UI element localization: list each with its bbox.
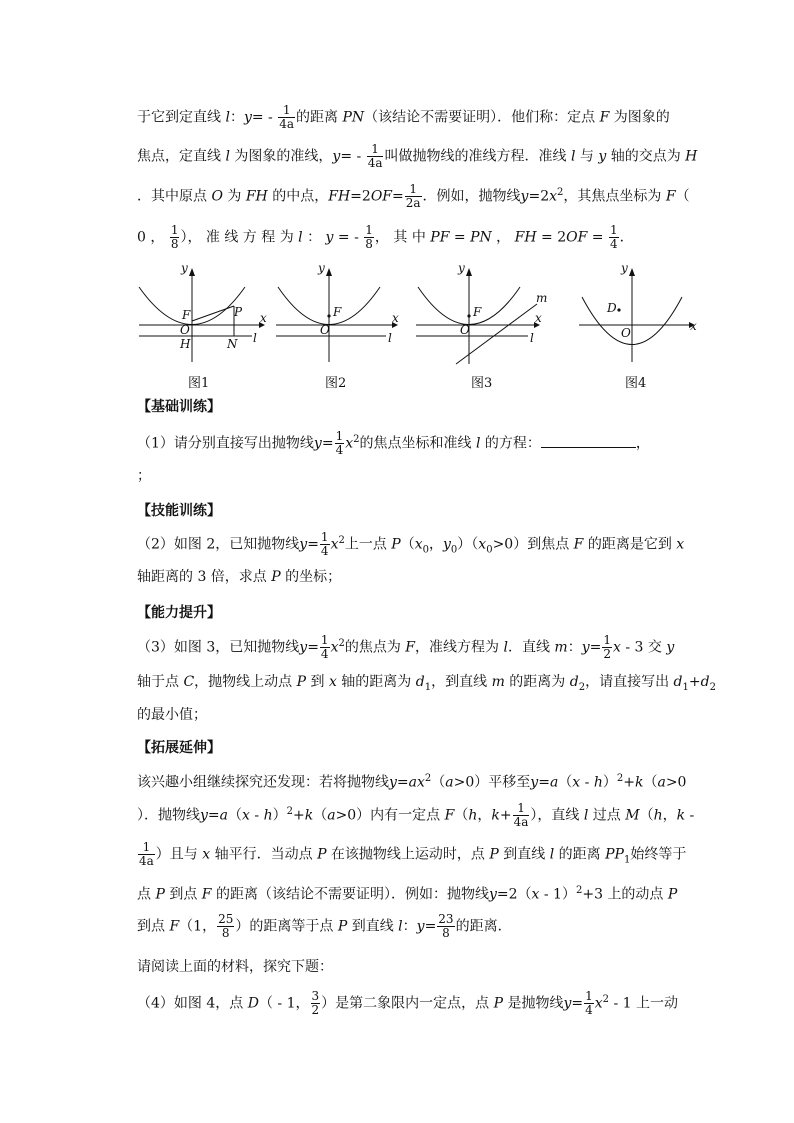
fig4-caption: 图4: [625, 376, 647, 391]
figure-2: [274, 262, 404, 367]
fig1-O-label: O: [180, 323, 190, 337]
figure-4: [577, 262, 707, 367]
section-ability: 【能力提升】: [137, 605, 221, 621]
para-line-1: 于它到定直线 l：y= - $\frac{1}{4a}$ 的距离 PN（该结论不需要证明）．他们称：定点 F 为图象的: [137, 103, 670, 131]
fig3-l-label: l: [530, 331, 534, 345]
ext-line-1: 该兴趣小组继续探究还发现：若将抛物线$y=ax^2(a>0)$平移至y=a（x - h）$^2$+k（a>0: [137, 773, 687, 791]
section-extend: 【拓展延伸】: [137, 740, 221, 756]
fraction: $\frac{23}{8}$: [438, 912, 454, 940]
q1-line-1: （1）请分别直接写出抛物线y= $\frac{1}{4}$ $x^2$的焦点坐标和准线 l 的方程： ，: [137, 429, 650, 457]
para-line-2: 焦点，定直线 l 为图象的准线，y= - $\frac{1}{4a}$ 叫做抛物线的准线方程．准线 l 与 y 轴的交点为 H: [137, 142, 698, 170]
fraction: $\frac{1}{4}$: [335, 429, 344, 457]
fig1-l-label: l: [253, 331, 257, 345]
fig3-O-label: O: [460, 323, 470, 337]
fraction: $\frac{1}{8}$: [170, 223, 179, 251]
fig1-H-label: H: [180, 337, 191, 351]
fraction: $\frac{3}{2}$: [311, 989, 320, 1017]
ext-line-5: 到点 F（1， $\frac{25}{8}$ ）的距离等于点 P 到直线 l：y= $\frac{23}{8}$ 的距离．: [137, 912, 512, 940]
section-basic: 【基础训练】: [137, 399, 221, 415]
q4-line-1: （4）如图 4，点 D（ - 1， $\frac{3}{2}$ ）是第二象限内一定点，点 P 是抛物线y= $\frac{1}{4}$ $x^2 - 1$ 上一动: [137, 989, 679, 1017]
section-skill: 【技能训练】: [137, 503, 221, 519]
fig2-l-label: l: [388, 331, 392, 345]
fig4-y-label: y: [621, 262, 628, 275]
fraction: $\frac{1}{8}$: [365, 223, 373, 251]
fraction: $\frac{1}{4}$: [609, 223, 618, 251]
q1-line-2: ；: [137, 468, 151, 484]
read-line: 请阅读上面的材料，探究下题：: [137, 959, 333, 975]
fraction: $\frac{1}{4a}$: [139, 840, 154, 868]
fig3-y-label: y: [458, 262, 465, 275]
ext-line-2: ）．抛物线y=a（x - h）$^2$+k（a>0）内有一定点 F（h，k+ $\frac{1}{4a}$ ），直线 l 过点 M（h，k -: [137, 801, 695, 829]
fig4-x-label: x: [690, 319, 697, 333]
fraction: $\frac{1}{2}$: [603, 633, 611, 661]
ext-line-3: $\frac{1}{4a}$ ）且与 x 轴平行．当动点 P 在该抛物线上运动时，点 P 到直线 l 的距离 $PP_1$始终等于: [139, 840, 687, 868]
fraction: $\frac{1}{4a}$: [513, 801, 529, 829]
fig1-N-label: N: [227, 337, 238, 351]
q3-line-1: （3）如图 3，已知抛物线y= $\frac{1}{4}$ $x^2$的焦点为 F，准线方程为 l．直线 m：y= $\frac{1}{2}$ x - 3 交 y: [137, 633, 675, 661]
q3-line-3: 的最小值；: [137, 707, 207, 723]
fig3-m-label: m: [536, 291, 548, 305]
fig2-y-label: y: [318, 262, 325, 275]
para-line-3: ．其中原点 O 为 FH 的中点，FH=2OF= $\frac{1}{2a}$ ．例如，抛物线$y=2x^2$，其焦点坐标为 F（: [137, 182, 690, 210]
ext-line-4: 点 P 到点 F 的距离（该结论不需要证明）．例如：抛物线y=2（x - 1）$^2$+3 上的动点 P: [137, 885, 678, 903]
fig1-F-label: F: [182, 308, 191, 322]
fig1-P-label: P: [234, 305, 243, 319]
fig3-x-label: x: [535, 311, 542, 325]
fig1-caption: 图1: [188, 376, 210, 391]
fig1-y-label: y: [181, 262, 188, 275]
q2-line-1: （2）如图 2，已知抛物线y= $\frac{1}{4}$ $x^2$上一点 $P(x_0$，$y_0)(x_0>0)$到焦点 F 的距离是它到 x: [137, 530, 685, 558]
fraction: $\frac{1}{4}$: [320, 633, 329, 661]
fig1-x-label: x: [260, 311, 267, 325]
fig2-x-label: x: [392, 311, 399, 325]
q3-line-2: 轴于点 C，抛物线上动点 P 到 x 轴的距离为 $d_1$，到直线 m 的距离为 $d_2$，请直接写出 $d_1+d_2$: [137, 674, 716, 693]
fig3-F-label: F: [473, 305, 482, 319]
para-line-4: 0 ， $\frac{1}{8}$ ）， 准 线 方 程 为 l ： y = - $\frac{1}{8}$ ， 其 中 PF = PN ， FH = 2OF = $\frac{1}{4}$ ．: [137, 223, 634, 251]
figure-1: [137, 262, 267, 367]
fig2-caption: 图2: [325, 376, 347, 391]
answer-blank[interactable]: [541, 435, 636, 448]
fraction: $\frac{1}{2a}$: [405, 182, 421, 210]
figure-3: [414, 262, 554, 367]
fig4-O-label: O: [621, 326, 631, 340]
fraction: $\frac{1}{4}$: [320, 530, 329, 558]
fraction: $\frac{1}{4a}$: [367, 142, 383, 170]
fig2-O-label: O: [320, 323, 330, 337]
fraction: $\frac{1}{4a}$: [279, 103, 295, 131]
fig2-F-label: F: [333, 305, 342, 319]
fraction: $\frac{1}{4}$: [585, 989, 593, 1017]
q2-line-2: 轴距离的 3 倍，求点 P 的坐标；: [137, 569, 342, 585]
fraction: $\frac{25}{8}$: [218, 912, 234, 940]
fig4-D-label: D: [607, 301, 617, 315]
fig3-caption: 图3: [471, 376, 493, 391]
